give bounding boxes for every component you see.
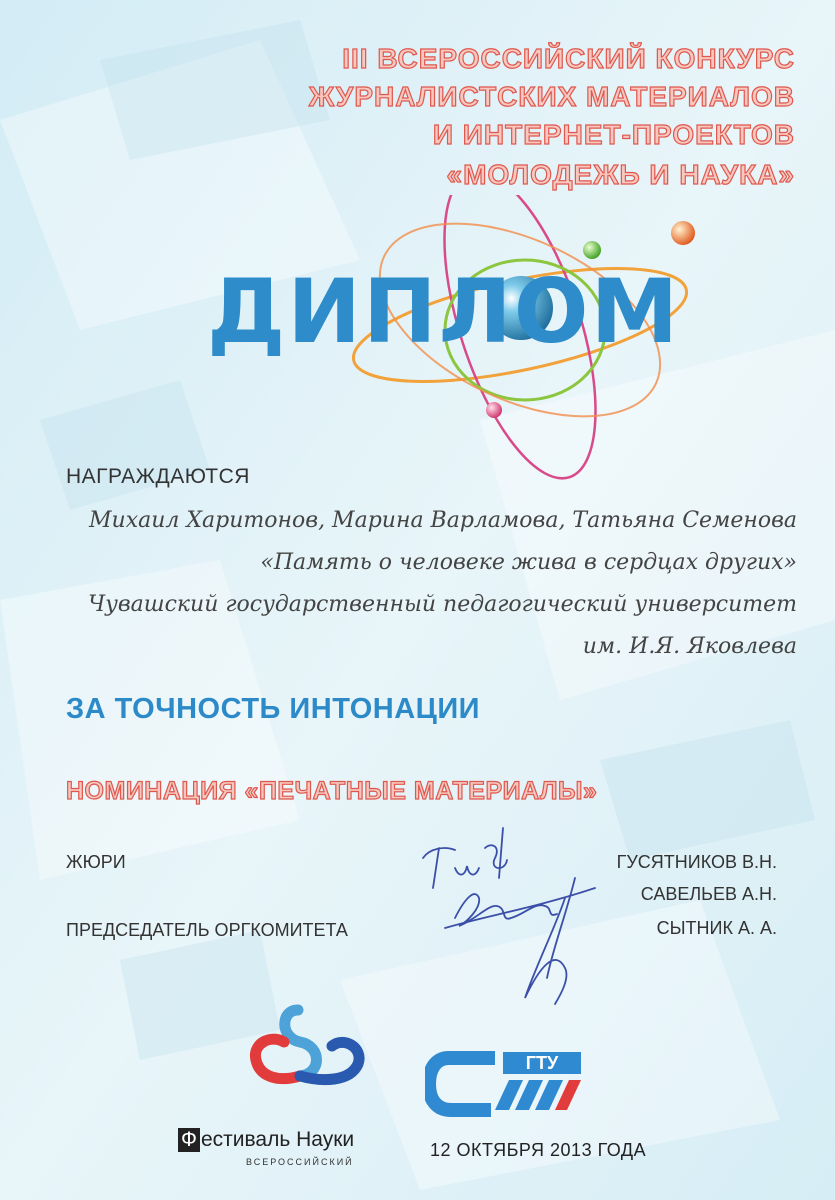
festival-name-first-letter: Ф	[178, 1128, 200, 1152]
jury-label: ЖЮРИ	[66, 852, 126, 872]
diploma-title: ДИПЛОМ	[207, 260, 681, 363]
jury-member-1: ГУСЯТНИКОВ В.Н.	[616, 852, 777, 872]
issue-date: 12 ОКТЯБРЯ 2013 ГОДА	[430, 1140, 647, 1160]
contest-line-1: III ВСЕРОССИЙСКИЙ КОНКУРС	[342, 43, 795, 74]
signature-icon	[415, 818, 615, 1018]
contest-line-2: ЖУРНАЛИСТСКИХ МАТЕРИАЛОВ	[308, 81, 795, 112]
chairman-name: СЫТНИК А. А.	[656, 918, 777, 938]
awarded-label: НАГРАЖДАЮТСЯ	[66, 465, 250, 488]
contest-line-4: «МОЛОДЕЖЬ И НАУКА»	[446, 159, 795, 190]
festival-subtitle: ВСЕРОССИЙСКИЙ	[246, 1157, 354, 1167]
chairman-label: ПРЕДСЕДАТЕЛЬ ОРГКОМИТЕТА	[66, 920, 348, 940]
university-name: Чувашский государственный педагогический университет	[88, 592, 797, 617]
festival-name	[178, 1128, 354, 1152]
festival-name-rest: естиваль Науки	[200, 1128, 355, 1151]
contest-line-3: И ИНТЕРНЕТ-ПРОЕКТОВ	[432, 119, 795, 150]
sstu-logo	[425, 1050, 585, 1120]
university-suffix: им. И.Я. Яковлева	[582, 634, 797, 659]
award-title: ЗА ТОЧНОСТЬ ИНТОНАЦИИ	[66, 693, 481, 725]
sstu-logo-text: ГТУ	[525, 1053, 559, 1073]
work-title: «Память о человеке жива в сердцах других»	[260, 550, 797, 575]
jury-member-2: САВЕЛЬЕВ А.Н.	[640, 884, 777, 904]
nomination-title: НОМИНАЦИЯ «ПЕЧАТНЫЕ МАТЕРИАЛЫ»	[66, 777, 598, 805]
recipient-names: Михаил Харитонов, Марина Варламова, Татьяна Семенова	[89, 508, 797, 533]
festival-of-science-logo	[240, 990, 380, 1120]
